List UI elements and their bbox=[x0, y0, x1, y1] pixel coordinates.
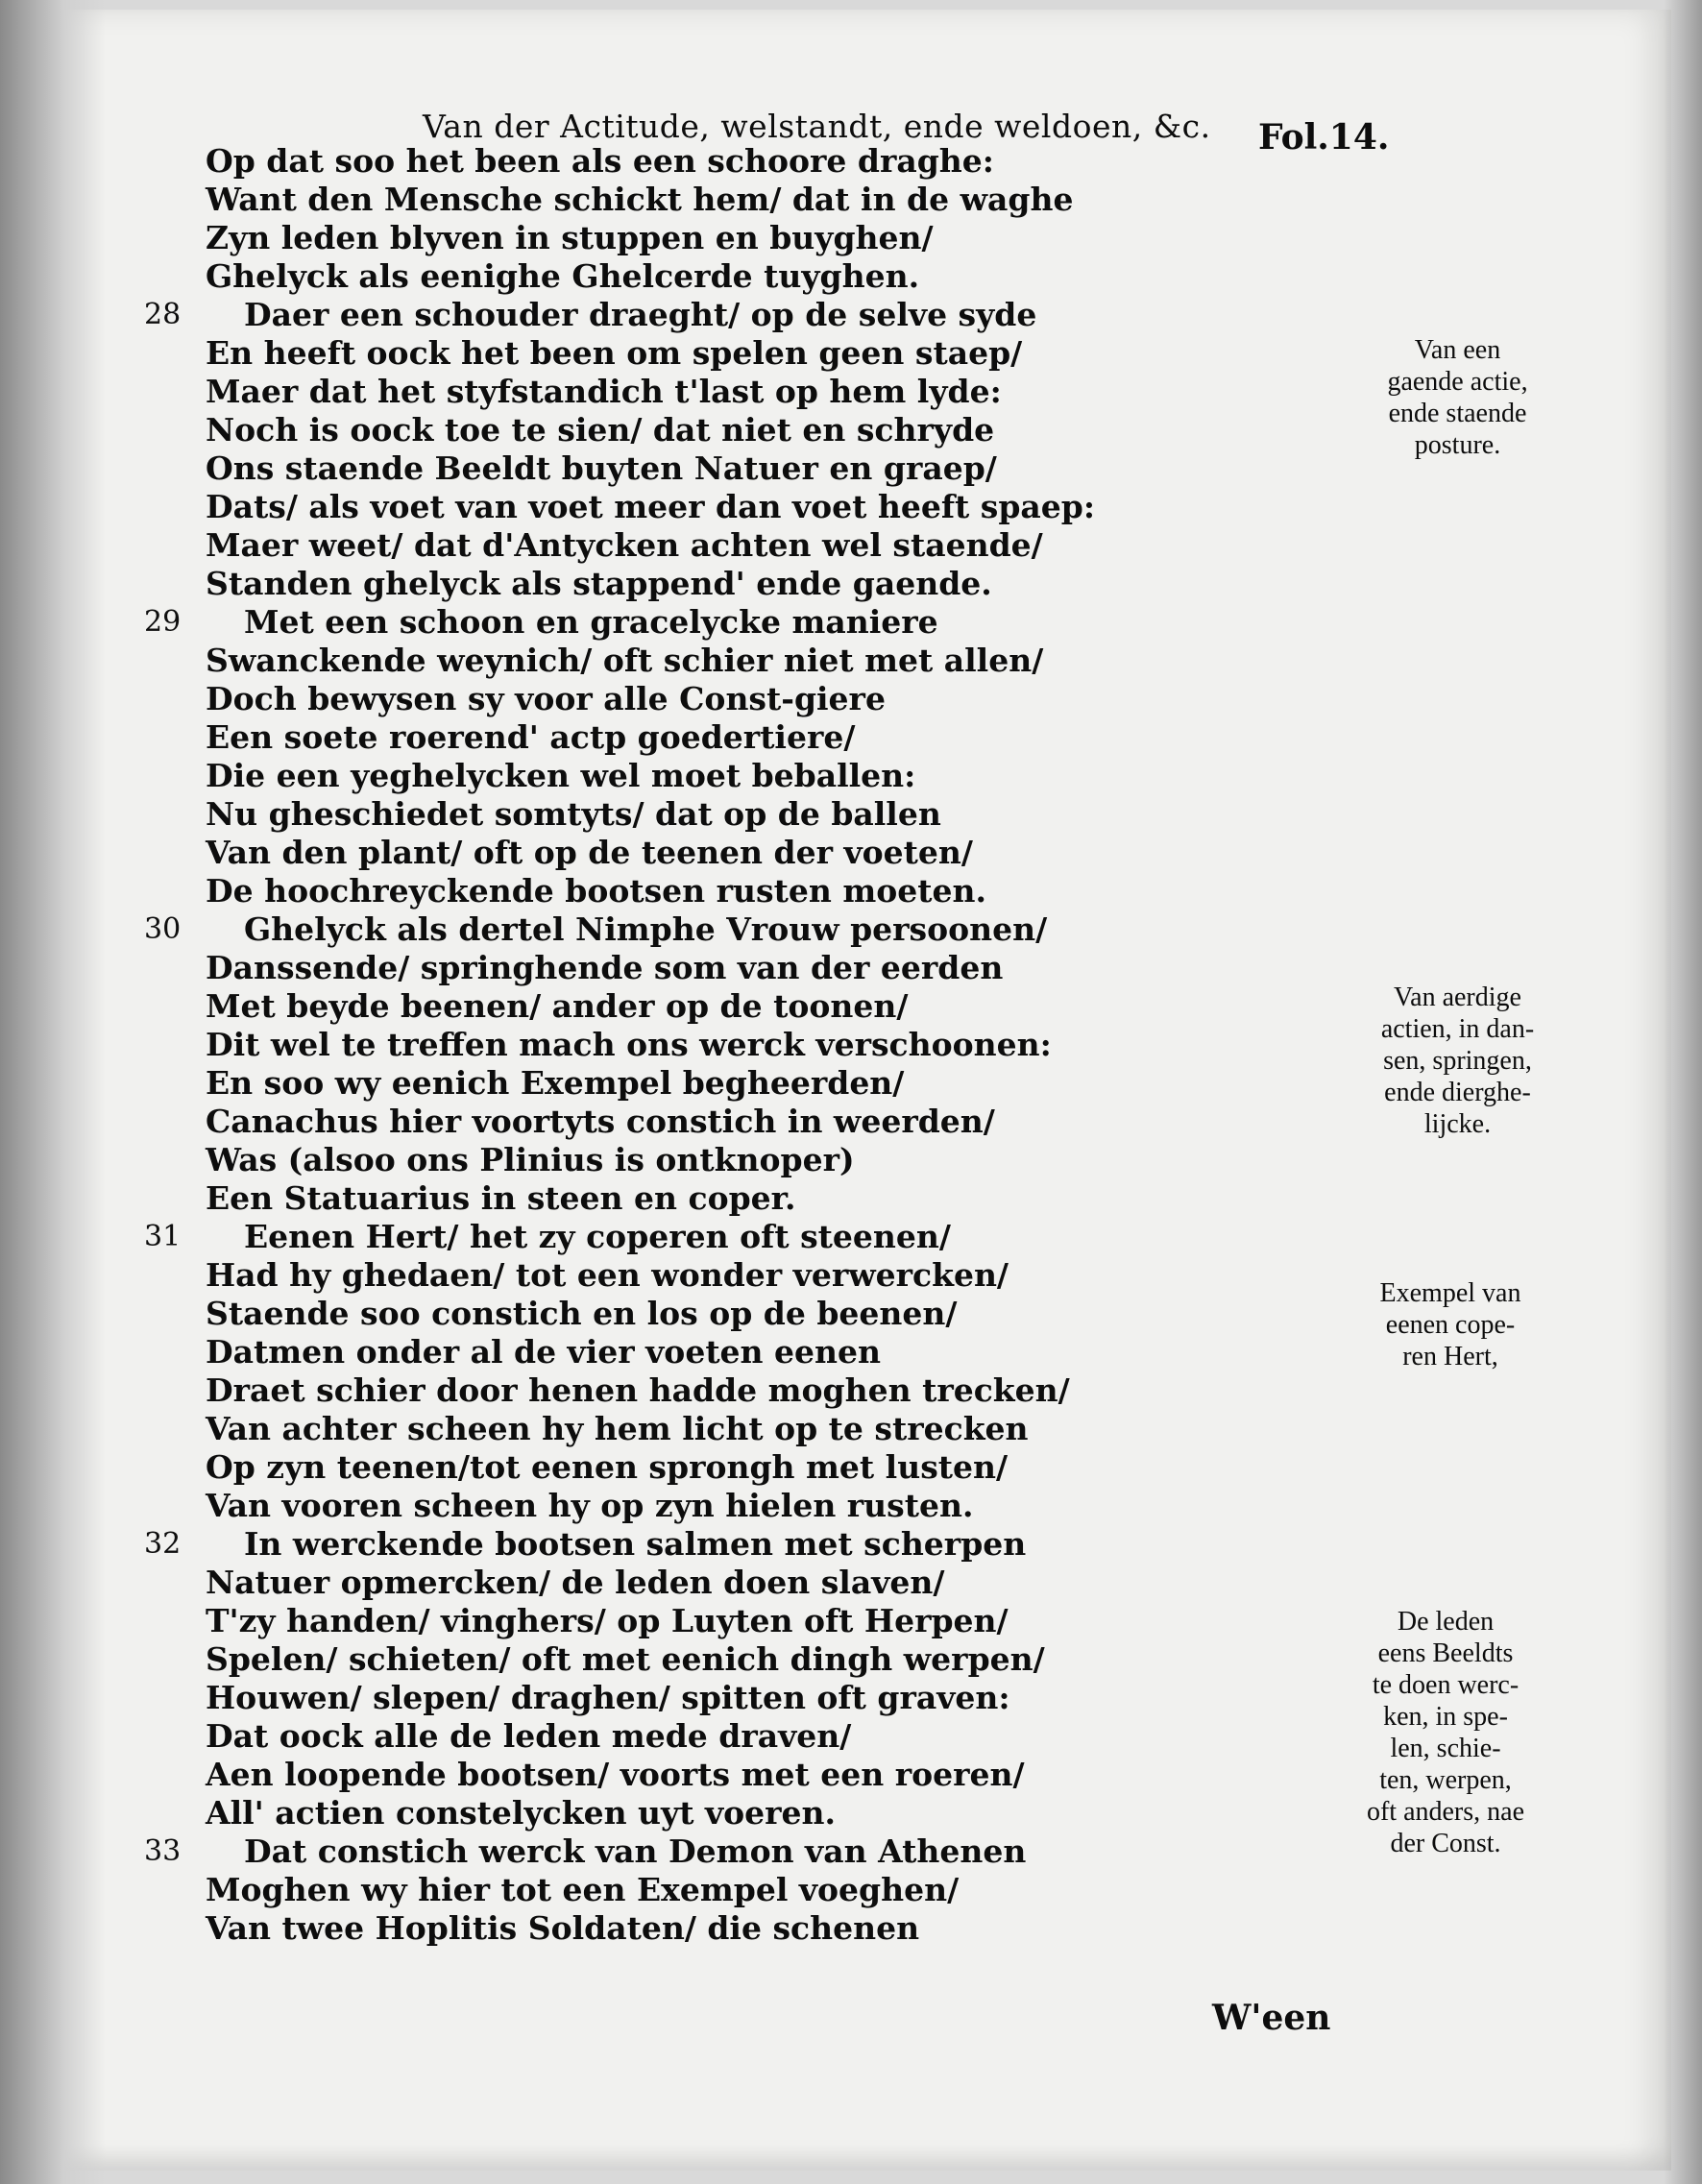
verse-text: Van twee Hoplitis Soldaten/ die schenen bbox=[206, 1909, 920, 1947]
running-title: Van der Actitude, welstandt, ende weldoen, &c. bbox=[423, 108, 1211, 145]
verse-text: Een soete roerend' actp goedertiere/ bbox=[206, 718, 856, 756]
side-note-line: oft anders, nae bbox=[1366, 1797, 1525, 1827]
verse-line bbox=[144, 795, 1057, 834]
verse-line bbox=[144, 373, 1057, 411]
verse-text: Draet schier door henen hadde moghen trecken/ bbox=[206, 1371, 1070, 1409]
verse-text: Doch bewysen sy voor alle Const-giere bbox=[206, 680, 886, 717]
side-note-line: Van een bbox=[1414, 335, 1501, 365]
verse-text: Op dat soo het been als een schoore draghe: bbox=[206, 142, 994, 180]
verse-line bbox=[144, 1832, 1057, 1871]
verse-text: Standen ghelyck als stappend' ende gaende. bbox=[206, 565, 992, 602]
verse-text: Ghelyck als dertel Nimphe Vrouw persoonen/ bbox=[244, 910, 1048, 948]
verse-column bbox=[144, 142, 1096, 1948]
side-note-line: eens Beeldts bbox=[1377, 1638, 1514, 1668]
verse-text: Want den Mensche schickt hem/ dat in de waghe bbox=[206, 181, 1074, 218]
verse-text: Op zyn teenen/tot eenen sprongh met lusten/ bbox=[206, 1448, 1009, 1486]
side-note-line: actien, in dan- bbox=[1380, 1014, 1535, 1044]
verse-line bbox=[144, 334, 1057, 373]
verse-text: Die een yeghelycken wel moet beballen: bbox=[206, 757, 916, 794]
verse-line bbox=[144, 1064, 1057, 1103]
verse-text: Maer dat het styfstandich t'last op hem lyde: bbox=[206, 373, 1002, 410]
verse-line bbox=[144, 449, 1057, 488]
stanza-number: 30 bbox=[144, 912, 182, 946]
side-note-gaende-actie bbox=[1340, 334, 1575, 461]
verse-text: De hoochreyckende bootsen rusten moeten. bbox=[206, 872, 986, 910]
verse-text: All' actien constelycken uyt voeren. bbox=[206, 1794, 837, 1832]
verse-text: En soo wy eenich Exempel begheerden/ bbox=[206, 1064, 905, 1102]
verse-text: Danssende/ springhende som van der eerden bbox=[206, 949, 1004, 986]
verse-line bbox=[144, 910, 1057, 949]
verse-text: Van achter scheen hy hem licht op te strecken bbox=[206, 1410, 1029, 1447]
verse-line bbox=[144, 1640, 1057, 1679]
verse-text: Van den plant/ oft op de teenen der voeten/ bbox=[206, 834, 973, 871]
verse-line bbox=[144, 1371, 1070, 1410]
verse-line bbox=[144, 1026, 1057, 1064]
verse-text: Dats/ als voet van voet meer dan voet heeft spaep: bbox=[206, 488, 1096, 525]
verse-line bbox=[144, 1218, 1057, 1256]
verse-text: Van vooren scheen hy op zyn hielen rusten. bbox=[206, 1487, 974, 1524]
verse-line bbox=[144, 1679, 1057, 1717]
verse-text: Een Statuarius in steen en coper. bbox=[206, 1179, 796, 1217]
verse-line bbox=[144, 526, 1057, 565]
verse-line bbox=[144, 296, 1057, 334]
verse-line bbox=[144, 411, 1057, 449]
verse-line bbox=[144, 142, 1057, 181]
verse-line bbox=[144, 1333, 1057, 1371]
side-note-line: gaende actie, bbox=[1387, 367, 1528, 397]
side-note-line: eenen cope- bbox=[1385, 1310, 1516, 1340]
verse-text: T'zy handen/ vinghers/ op Luyten oft Herpen/ bbox=[206, 1602, 1009, 1639]
verse-line bbox=[144, 1256, 1057, 1295]
verse-line bbox=[144, 1717, 1057, 1756]
page-edge-shadow bbox=[1664, 0, 1702, 2184]
verse-line bbox=[144, 603, 1057, 642]
stanza-number: 29 bbox=[144, 605, 182, 639]
verse-text: Met beyde beenen/ ander op de toonen/ bbox=[206, 987, 909, 1025]
verse-text: Noch is oock toe te sien/ dat niet en schryde bbox=[206, 411, 995, 449]
verse-line bbox=[144, 1794, 1057, 1832]
verse-text: Ons staende Beeldt buyten Natuer en graep/ bbox=[206, 449, 997, 487]
verse-line bbox=[144, 1448, 1057, 1487]
verse-line bbox=[144, 1909, 1057, 1948]
verse-line bbox=[144, 219, 1057, 257]
side-note-line: ende dierghe- bbox=[1384, 1078, 1531, 1107]
side-note-line: ken, in spe- bbox=[1383, 1702, 1508, 1732]
verse-text: Moghen wy hier tot een Exempel voeghen/ bbox=[206, 1871, 960, 1908]
verse-line bbox=[144, 1295, 1057, 1333]
verse-text: Spelen/ schieten/ oft met eenich dingh werpen/ bbox=[206, 1640, 1045, 1678]
catchword: W'een bbox=[1212, 1998, 1331, 2038]
verse-text: Maer weet/ dat d'Antycken achten wel staende/ bbox=[206, 526, 1043, 564]
side-note-line: ren Hert, bbox=[1402, 1342, 1498, 1371]
verse-line bbox=[144, 1871, 1057, 1909]
verse-text: Met een schoon en gracelycke maniere bbox=[244, 603, 938, 641]
verse-text: En heeft oock het been om spelen geen staep/ bbox=[206, 334, 1023, 372]
side-note-line: posture. bbox=[1414, 430, 1501, 460]
stanza-number: 28 bbox=[144, 298, 182, 331]
verse-line bbox=[144, 257, 1057, 296]
verse-text: Dit wel te treffen mach ons werck verschoonen: bbox=[206, 1026, 1052, 1063]
verse-text: Houwen/ slepen/ draghen/ spitten oft graven: bbox=[206, 1679, 1010, 1716]
verse-line bbox=[144, 642, 1057, 680]
verse-text: Staende soo constich en los op de beenen/ bbox=[206, 1295, 958, 1332]
verse-text: Aen loopende bootsen/ voorts met een roeren/ bbox=[206, 1756, 1025, 1793]
side-note-line: De leden bbox=[1397, 1607, 1495, 1637]
verse-line bbox=[144, 718, 1057, 757]
verse-text: Zyn leden blyven in stuppen en buyghen/ bbox=[206, 219, 934, 256]
stanza-number: 33 bbox=[144, 1834, 182, 1868]
verse-line bbox=[144, 1103, 1057, 1141]
verse-line bbox=[144, 834, 1057, 872]
side-note-line: der Const. bbox=[1390, 1829, 1501, 1858]
book-spine-shadow bbox=[0, 0, 106, 2184]
verse-line bbox=[144, 949, 1057, 987]
verse-line bbox=[144, 1602, 1057, 1640]
verse-line bbox=[144, 1525, 1057, 1564]
side-note-line: Exempel van bbox=[1379, 1278, 1521, 1308]
verse-text: Ghelyck als eenighe Ghelcerde tuyghen. bbox=[206, 257, 920, 295]
side-note-line: ten, werpen, bbox=[1379, 1765, 1512, 1795]
verse-line bbox=[144, 1141, 1057, 1179]
verse-text: Canachus hier voortyts constich in weerden/ bbox=[206, 1103, 995, 1140]
side-note-line: Van aerdige bbox=[1394, 983, 1521, 1012]
verse-line bbox=[144, 1756, 1057, 1794]
verse-text: Swanckende weynich/ oft schier niet met allen/ bbox=[206, 642, 1044, 679]
verse-line bbox=[144, 565, 1057, 603]
side-note-line: len, schie- bbox=[1390, 1734, 1501, 1763]
stanza-number: 32 bbox=[144, 1527, 182, 1561]
folio-number: Fol.14. bbox=[1258, 117, 1390, 158]
verse-text: Was (alsoo ons Plinius is ontknoper) bbox=[206, 1141, 855, 1178]
side-note-line: te doen werc- bbox=[1372, 1670, 1520, 1700]
verse-text: Dat oock alle de leden mede draven/ bbox=[206, 1717, 852, 1755]
side-note-line: sen, springen, bbox=[1383, 1046, 1532, 1076]
side-note-line: lijcke. bbox=[1423, 1109, 1492, 1139]
verse-line bbox=[144, 757, 1057, 795]
side-note-leden-beeldts bbox=[1316, 1606, 1575, 1859]
verse-line bbox=[144, 1410, 1057, 1448]
verse-text: Datmen onder al de vier voeten eenen bbox=[206, 1333, 882, 1371]
verse-text: Nu gheschiedet somtyts/ dat op de ballen bbox=[206, 795, 941, 833]
verse-line bbox=[144, 181, 1074, 219]
verse-line bbox=[144, 872, 1057, 910]
verse-line bbox=[144, 1487, 1057, 1525]
verse-line bbox=[144, 680, 1057, 718]
verse-text: Eenen Hert/ het zy coperen oft steenen/ bbox=[244, 1218, 951, 1255]
verse-text: Natuer opmercken/ de leden doen slaven/ bbox=[206, 1564, 945, 1601]
verse-text: Dat constich werck van Demon van Athenen bbox=[244, 1832, 1027, 1870]
verse-text: Had hy ghedaen/ tot een wonder verwercken/ bbox=[206, 1256, 1009, 1294]
verse-text: In werckende bootsen salmen met scherpen bbox=[244, 1525, 1027, 1563]
verse-line bbox=[144, 1564, 1057, 1602]
verse-line bbox=[144, 987, 1057, 1026]
side-note-coperen-hert bbox=[1325, 1277, 1575, 1372]
side-note-line: ende staende bbox=[1388, 399, 1527, 428]
verse-line bbox=[144, 488, 1096, 526]
verse-text: Daer een schouder draeght/ op de selve syde bbox=[244, 296, 1037, 333]
side-note-aerdige-actien bbox=[1340, 982, 1575, 1140]
verse-line bbox=[144, 1179, 1057, 1218]
stanza-number: 31 bbox=[144, 1220, 182, 1253]
